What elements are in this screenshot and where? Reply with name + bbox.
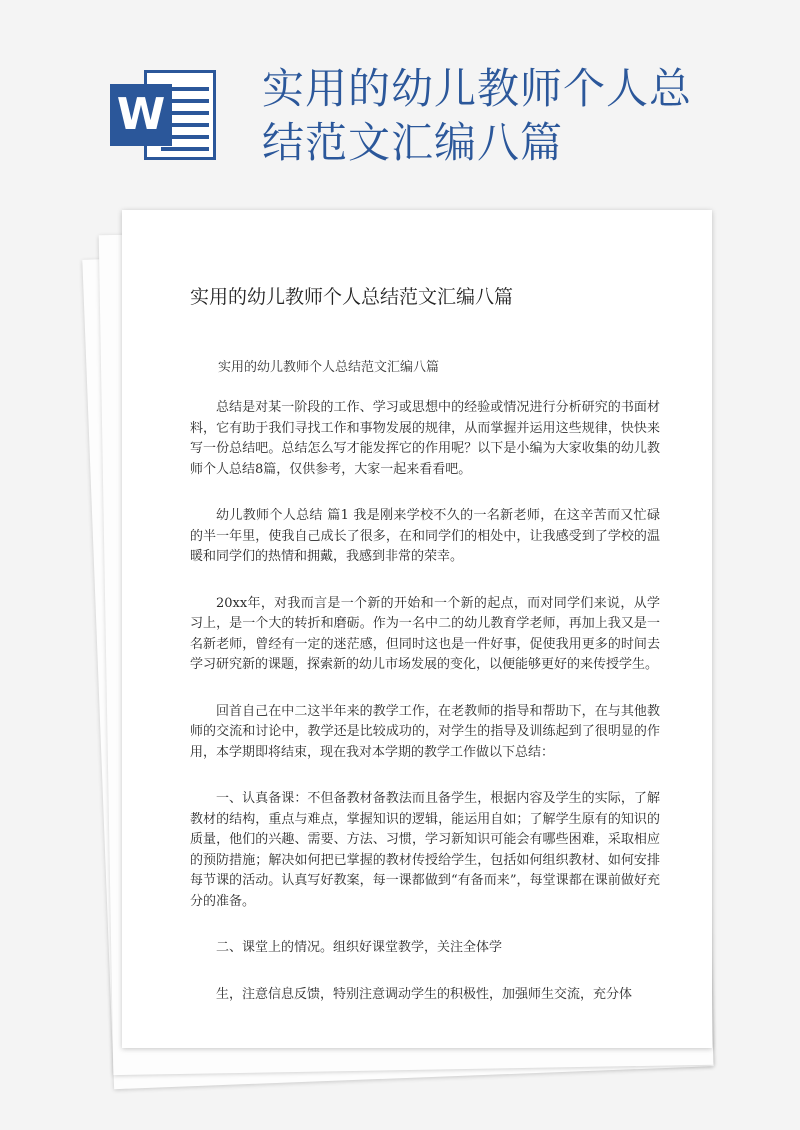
paragraph: 幼儿教师个人总结 篇1 我是刚来学校不久的一名新老师，在这辛苦而又忙碌的半一年里，使我自己成长了很多，在和同学们的相处中，让我感受到了学校的温暖和同学们的热情和拥戴，我感到非常的荣幸。 bbox=[190, 508, 660, 564]
header bbox=[0, 0, 800, 200]
document-body bbox=[190, 398, 660, 1031]
paragraph: 总结是对某一阶段的工作、学习或思想中的经验或情况进行分析研究的书面材料，它有助于我们寻找工作和事物发展的规律，从而掌握并运用这些规律，快快来写一份总结吧。总结怎么写才能发挥它的作用呢？以下是小编为大家收集的幼儿教师个人总结8篇，仅供参考，大家一起来看看吧。 bbox=[190, 400, 660, 477]
paragraph: 20xx年，对我而言是一个新的开始和一个新的起点，而对同学们来说，从学习上，是一个大的转折和磨砺。作为一名中二的幼儿教育学老师，再加上我又是一名新老师，曾经有一定的迷茫感，但同时这也是一件好事，促使我用更多的时间去学习研究新的课题，探索新的幼儿市场发展的变化，以便能够更好的来传授学生。 bbox=[190, 595, 660, 672]
document-subtitle: 实用的幼儿教师个人总结范文汇编八篇 bbox=[218, 360, 440, 375]
banner-title-line1: 实用的幼儿教师个人总 bbox=[262, 64, 693, 113]
paragraph: 生，注意信息反馈，特别注意调动学生的积极性，加强师生交流，充分体 bbox=[216, 986, 633, 1002]
document-page bbox=[122, 210, 712, 1048]
document-title: 实用的幼儿教师个人总结范文汇编八篇 bbox=[190, 286, 514, 308]
word-badge: W bbox=[110, 84, 172, 146]
banner-title-line2: 结范文汇编八篇 bbox=[262, 118, 564, 167]
paragraph: 二、课堂上的情况。组织好课堂教学，关注全体学 bbox=[216, 940, 503, 955]
paragraph: 一、认真备课：不但备教材备教法而且备学生，根据内容及学生的实际，了解教材的结构，重点与难点，掌握知识的逻辑，能运用自如；了解学生原有的知识的质量，他们的兴趣、需要、方法、习惯，学习新知识可能会有哪些困难，采取相应的预防措施；解决如何把已掌握的教材传授给学生，包括如何组织教材、如何安排每节课的活动。认真写好教案，每一课都做到“有备而来”，每堂课都在课前做好充分的准备。 bbox=[190, 791, 660, 909]
word-icon bbox=[110, 70, 220, 160]
banner-title bbox=[262, 62, 782, 170]
paragraph: 回首自己在中二这半年来的教学工作，在老教师的指导和帮助下，在与其他教师的交流和讨论中，教学还是比较成功的，对学生的指导及训练起到了很明显的作用，本学期即将结束，现在我对本学期的教学工作做以下总结： bbox=[190, 703, 660, 760]
